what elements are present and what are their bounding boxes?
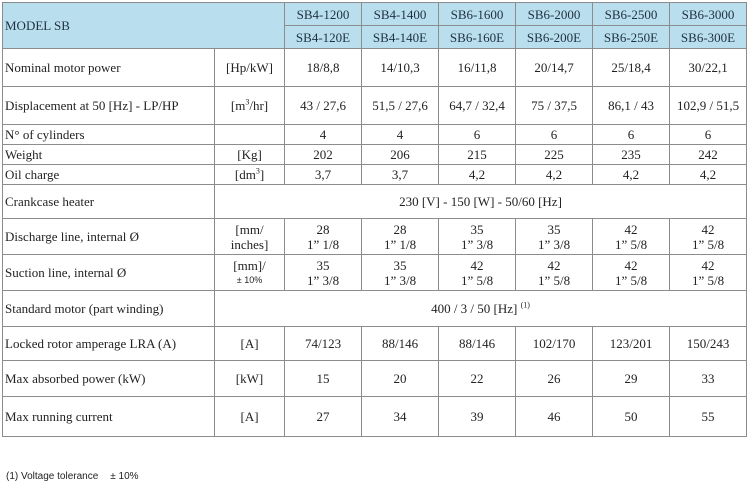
row-label: Displacement at 50 [Hz] - LP/HP bbox=[3, 87, 215, 125]
cell-value: 64,7 / 32,4 bbox=[439, 87, 516, 125]
row-unit bbox=[215, 87, 285, 125]
cell-value: 16/11,8 bbox=[439, 49, 516, 87]
row-suction-line bbox=[3, 255, 747, 291]
cell-value: 102,9 / 51,5 bbox=[670, 87, 747, 125]
row-label: Oil charge bbox=[3, 165, 215, 185]
model-name-e: SB6-200E bbox=[516, 26, 593, 49]
cell-value: 235 bbox=[593, 145, 670, 165]
cell-value: 34 bbox=[362, 397, 439, 437]
row-label: N° of cylinders bbox=[3, 125, 215, 145]
row-unit: [Hp/kW] bbox=[215, 49, 285, 87]
model-name-e: SB6-160E bbox=[439, 26, 516, 49]
cell-value: 51,5 / 27,6 bbox=[362, 87, 439, 125]
unit-text: ] bbox=[259, 167, 265, 182]
cell-value bbox=[593, 255, 670, 291]
value-mm: 35 bbox=[393, 257, 407, 273]
model-name: SB6-1600 bbox=[439, 3, 516, 26]
row-max-power bbox=[3, 361, 747, 397]
cell-value bbox=[362, 255, 439, 291]
cell-value: 3,7 bbox=[362, 165, 439, 185]
model-name: SB6-3000 bbox=[670, 3, 747, 26]
row-unit: [A] bbox=[215, 327, 285, 361]
cell-value: 4,2 bbox=[439, 165, 516, 185]
value-mm: 42 bbox=[547, 257, 561, 273]
cell-value: 150/243 bbox=[670, 327, 747, 361]
row-discharge-line bbox=[3, 219, 747, 255]
cell-value-span bbox=[215, 291, 747, 327]
unit-text: [dm bbox=[234, 167, 256, 182]
row-unit bbox=[215, 255, 285, 291]
value-inch: 1” 5/8 bbox=[537, 272, 571, 288]
cell-value-span: 230 [V] - 150 [W] - 50/60 [Hz] bbox=[215, 185, 747, 219]
unit-line: inches] bbox=[230, 236, 269, 252]
row-label: Discharge line, internal Ø bbox=[3, 219, 215, 255]
row-label: Locked rotor amperage LRA (A) bbox=[3, 327, 215, 361]
model-name: SB6-2000 bbox=[516, 3, 593, 26]
unit-line: [mm/ bbox=[235, 221, 264, 237]
row-displacement bbox=[3, 87, 747, 125]
model-name: SB6-2500 bbox=[593, 3, 670, 26]
value-mm: 35 bbox=[470, 221, 484, 237]
unit-sup: 3 bbox=[245, 97, 250, 107]
row-standard-motor bbox=[3, 291, 747, 327]
header-row-top bbox=[3, 3, 747, 26]
value-inch: 1” 3/8 bbox=[306, 272, 340, 288]
cell-value: 14/10,3 bbox=[362, 49, 439, 87]
cell-value: 55 bbox=[670, 397, 747, 437]
cell-value: 29 bbox=[593, 361, 670, 397]
row-nominal-power bbox=[3, 49, 747, 87]
unit-line: [mm]/ bbox=[233, 257, 266, 273]
cell-value bbox=[439, 219, 516, 255]
value-mm: 42 bbox=[624, 257, 638, 273]
value-mm: 42 bbox=[470, 257, 484, 273]
value-inch: 1” 5/8 bbox=[691, 272, 725, 288]
row-unit: [A] bbox=[215, 397, 285, 437]
unit-text: [m bbox=[230, 98, 246, 113]
spec-table bbox=[2, 2, 747, 437]
footnote-text: (1) Voltage tolerance bbox=[6, 471, 99, 482]
cell-value bbox=[516, 219, 593, 255]
row-unit: [Kg] bbox=[215, 145, 285, 165]
cell-value bbox=[670, 219, 747, 255]
cell-value bbox=[670, 255, 747, 291]
cell-value: 6 bbox=[439, 125, 516, 145]
row-max-current bbox=[3, 397, 747, 437]
cell-value: 43 / 27,6 bbox=[285, 87, 362, 125]
motor-spec: 400 / 3 / 50 [Hz] bbox=[431, 301, 518, 316]
cell-value bbox=[285, 255, 362, 291]
value-inch: 1” 5/8 bbox=[691, 236, 725, 252]
unit-text: /hr] bbox=[249, 98, 269, 113]
model-name-e: SB4-140E bbox=[362, 26, 439, 49]
value-mm: 28 bbox=[316, 221, 330, 237]
value-mm: 42 bbox=[701, 257, 715, 273]
row-label: Max running current bbox=[3, 397, 215, 437]
value-inch: 1” 5/8 bbox=[614, 236, 648, 252]
cell-value: 30/22,1 bbox=[670, 49, 747, 87]
cell-value: 25/18,4 bbox=[593, 49, 670, 87]
row-label: Crankcase heater bbox=[3, 185, 215, 219]
row-cylinders bbox=[3, 125, 747, 145]
cell-value bbox=[593, 219, 670, 255]
footnote-ref: (1) bbox=[520, 300, 530, 310]
cell-value: 20/14,7 bbox=[516, 49, 593, 87]
value-inch: 1” 1/8 bbox=[383, 236, 417, 252]
cell-value: 6 bbox=[593, 125, 670, 145]
value-mm: 42 bbox=[701, 221, 715, 237]
cell-value: 39 bbox=[439, 397, 516, 437]
value-inch: 1” 3/8 bbox=[537, 236, 571, 252]
value-inch: 1” 3/8 bbox=[383, 272, 417, 288]
row-label: Standard motor (part winding) bbox=[3, 291, 215, 327]
value-mm: 35 bbox=[547, 221, 561, 237]
row-unit bbox=[215, 219, 285, 255]
cell-value: 22 bbox=[439, 361, 516, 397]
cell-value: 102/170 bbox=[516, 327, 593, 361]
unit-sup: 3 bbox=[255, 166, 260, 176]
cell-value: 75 / 37,5 bbox=[516, 87, 593, 125]
footnote-value: ± 10% bbox=[110, 471, 139, 482]
row-label: Nominal motor power bbox=[3, 49, 215, 87]
cell-value: 6 bbox=[670, 125, 747, 145]
value-inch: 1” 5/8 bbox=[614, 272, 648, 288]
model-name-e: SB4-120E bbox=[285, 26, 362, 49]
value-inch: 1” 5/8 bbox=[460, 272, 494, 288]
footnote bbox=[6, 471, 139, 482]
cell-value: 6 bbox=[516, 125, 593, 145]
cell-value: 242 bbox=[670, 145, 747, 165]
row-label: Max absorbed power (kW) bbox=[3, 361, 215, 397]
value-mm: 35 bbox=[316, 257, 330, 273]
value-inch: 1” 3/8 bbox=[460, 236, 494, 252]
cell-value bbox=[285, 219, 362, 255]
cell-value bbox=[516, 255, 593, 291]
cell-value: 4,2 bbox=[670, 165, 747, 185]
cell-value: 225 bbox=[516, 145, 593, 165]
cell-value: 20 bbox=[362, 361, 439, 397]
cell-value bbox=[362, 219, 439, 255]
row-crankcase-heater bbox=[3, 185, 747, 219]
row-oil-charge bbox=[3, 165, 747, 185]
cell-value: 33 bbox=[670, 361, 747, 397]
model-name-e: SB6-250E bbox=[593, 26, 670, 49]
row-label: Suction line, internal Ø bbox=[3, 255, 215, 291]
cell-value: 202 bbox=[285, 145, 362, 165]
row-unit: [kW] bbox=[215, 361, 285, 397]
cell-value: 88/146 bbox=[362, 327, 439, 361]
cell-value: 46 bbox=[516, 397, 593, 437]
cell-value: 3,7 bbox=[285, 165, 362, 185]
model-name: SB4-1400 bbox=[362, 3, 439, 26]
cell-value: 26 bbox=[516, 361, 593, 397]
row-weight bbox=[3, 145, 747, 165]
cell-value: 4,2 bbox=[516, 165, 593, 185]
cell-value: 4,2 bbox=[593, 165, 670, 185]
cell-value: 86,1 / 43 bbox=[593, 87, 670, 125]
row-label: Weight bbox=[3, 145, 215, 165]
cell-value: 215 bbox=[439, 145, 516, 165]
row-unit bbox=[215, 125, 285, 145]
model-name: SB4-1200 bbox=[285, 3, 362, 26]
row-locked-rotor bbox=[3, 327, 747, 361]
cell-value: 4 bbox=[362, 125, 439, 145]
row-unit bbox=[215, 165, 285, 185]
model-name-e: SB6-300E bbox=[670, 26, 747, 49]
cell-value: 4 bbox=[285, 125, 362, 145]
cell-value: 123/201 bbox=[593, 327, 670, 361]
cell-value: 206 bbox=[362, 145, 439, 165]
cell-value: 18/8,8 bbox=[285, 49, 362, 87]
value-inch: 1” 1/8 bbox=[306, 236, 340, 252]
unit-tolerance: ± 10% bbox=[236, 274, 263, 285]
value-mm: 28 bbox=[393, 221, 407, 237]
model-label: MODEL SB bbox=[3, 3, 285, 49]
cell-value: 74/123 bbox=[285, 327, 362, 361]
cell-value: 27 bbox=[285, 397, 362, 437]
value-mm: 42 bbox=[624, 221, 638, 237]
cell-value: 88/146 bbox=[439, 327, 516, 361]
cell-value: 15 bbox=[285, 361, 362, 397]
cell-value: 50 bbox=[593, 397, 670, 437]
cell-value bbox=[439, 255, 516, 291]
